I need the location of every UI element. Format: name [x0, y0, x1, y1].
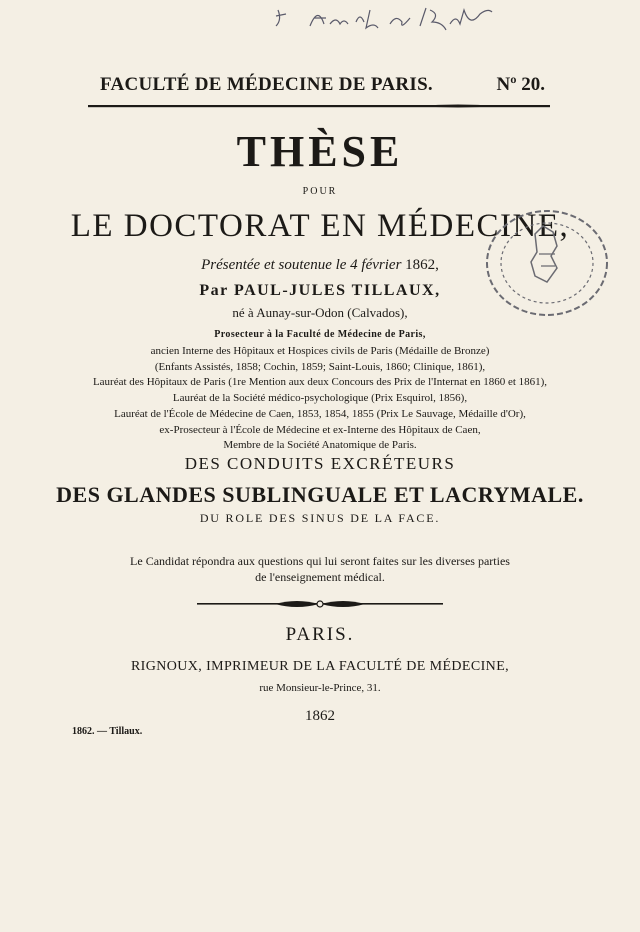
library-stamp — [481, 204, 613, 322]
thesis-heading: THÈSE — [236, 127, 404, 176]
credential-line: (Enfants Assistés, 1858; Cochin, 1859; Saint-Louis, 1860; Clinique, 1861), — [154, 360, 486, 373]
imprint-year: 1862 — [305, 708, 335, 724]
handwritten-annotation — [270, 2, 510, 38]
ornament-rule — [197, 598, 443, 610]
credential-line: ancien Interne des Hôpitaux et Hospices civils de Paris (Médaille de Bronze) — [150, 345, 490, 357]
signature-reference: 1862. — Tillaux. — [72, 726, 143, 737]
credential-line: ex-Prosecteur à l'École de Médecine et ex-Interne des Hôpitaux de Caen, — [159, 423, 481, 436]
author-birthplace: né à Aunay-sur-Odon (Calvados), — [232, 305, 408, 320]
subject-line-3: DU ROLE DES SINUS DE LA FACE. — [199, 511, 441, 525]
defense-text: Présentée et soutenue le 4 février — [201, 257, 402, 273]
header-rule — [88, 104, 550, 110]
credential-line: Lauréat des Hôpitaux de Paris (1re Mention aux deux Concours des Prix de l'Internat en 1860 et 1861), — [92, 376, 548, 389]
subject-line-2: DES GLANDES SUBLINGUALE ET LACRYMALE. — [56, 482, 584, 507]
author-name: Par PAUL-JULES TILLAUX, — [199, 282, 441, 299]
thesis-number: Nº 20. — [496, 74, 545, 95]
degree-title: LE DOCTORAT EN MÉDECINE, — [70, 208, 570, 244]
imprint-address: rue Monsieur-le-Prince, 31. — [259, 682, 381, 694]
faculty-name: FACULTÉ DE MÉDECINE DE PARIS. — [100, 74, 433, 95]
imprint-city: PARIS. — [285, 624, 355, 645]
credentials-list — [0, 344, 640, 454]
header-line — [100, 74, 545, 102]
credential-line: Lauréat de l'École de Médecine de Caen, 1853, 1854, 1855 (Prix Le Sauvage, Médaille d'Or), — [114, 407, 526, 420]
credential-line: Membre de la Société Anatomique de Paris. — [223, 439, 417, 452]
candidate-note-line-1: Le Candidat répondra aux questions qui lui seront faites sur les diverses parties — [130, 554, 510, 568]
credential-line: Lauréat de la Société médico-psychologique (Prix Esquirol, 1856), — [172, 392, 468, 405]
pour-label: POUR — [302, 186, 338, 197]
candidate-note-line-2: de l'enseignement médical. — [255, 570, 385, 584]
imprint-printer: RIGNOUX, IMPRIMEUR DE LA FACULTÉ DE MÉDECINE, — [130, 659, 510, 674]
defense-year: 1862, — [405, 257, 439, 273]
author-position: Prosecteur à la Faculté de Médecine de Paris, — [214, 329, 426, 340]
candidate-note — [0, 553, 640, 585]
subject-line-1: DES CONDUITS EXCRÉTEURS — [184, 454, 456, 473]
